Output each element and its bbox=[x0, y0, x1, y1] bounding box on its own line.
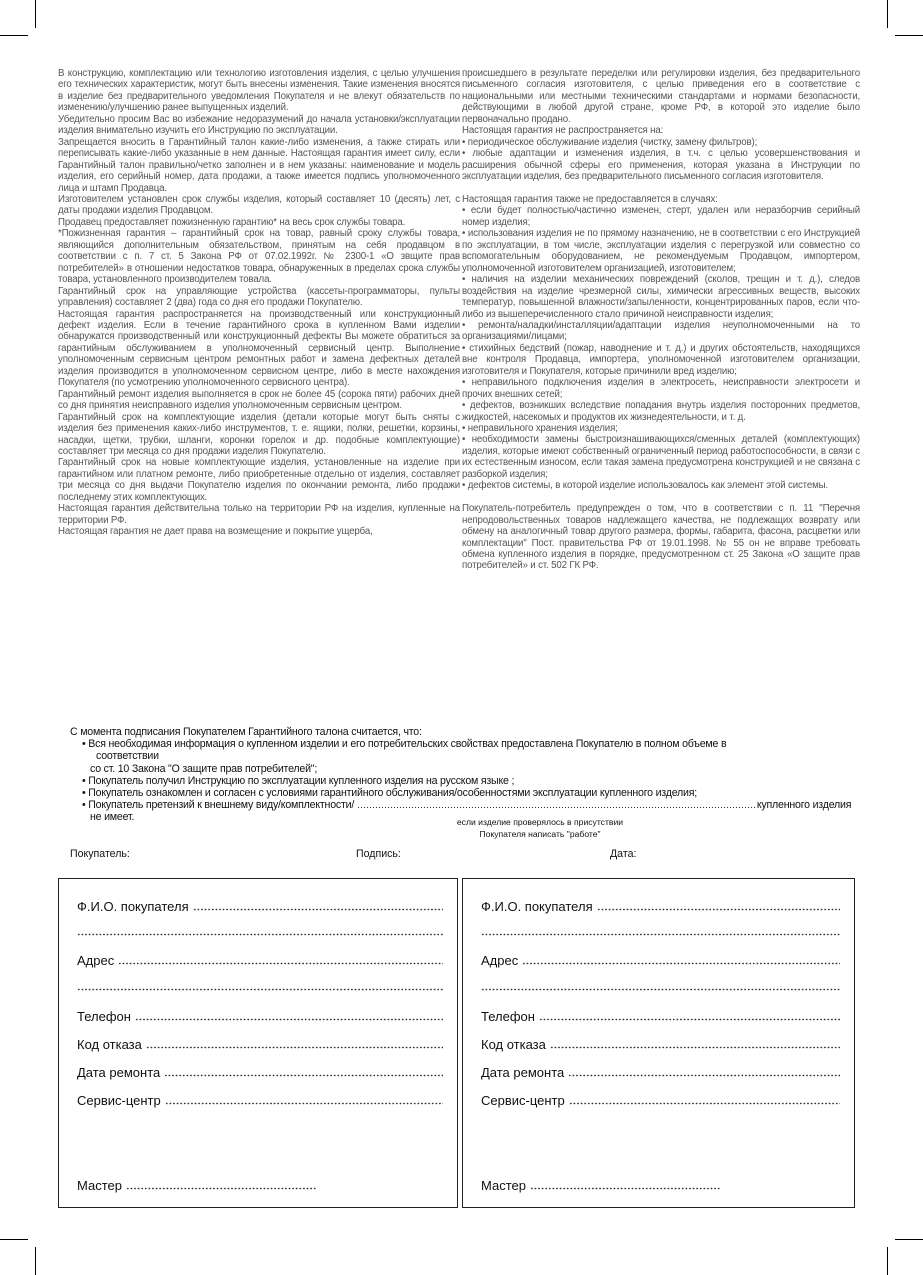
field-fault-code bbox=[77, 1037, 443, 1052]
fill-in-line[interactable] bbox=[550, 1039, 840, 1049]
paragraph: Гарантийный ремонт изделия выполняется в срок не более 45 (сорока пяти) рабочих дней со дня принятия неисправного изделия уполномоченным сервисным центром. bbox=[58, 388, 460, 412]
fill-in-line[interactable] bbox=[146, 1039, 443, 1049]
ack-item-text: купленного изделия bbox=[756, 799, 852, 812]
fill-in-line[interactable] bbox=[539, 1011, 840, 1021]
note-line: если изделие проверялось в присутствии bbox=[456, 817, 624, 827]
list-item: • наличия на изделии механических повреждений (сколов, трещин и т. д.), следов воздействия на изделие чрезмерной силы, химически агрессивных веществ, высоких температур, повышенной влажности/запыленности, концентрированных паров, если что-либо из вышеперечисленного стало причиной неисправности изделия; bbox=[462, 274, 860, 320]
crop-mark bbox=[35, 1247, 36, 1275]
crop-mark bbox=[887, 0, 888, 28]
note-line: Покупателя написать "работе" bbox=[479, 828, 601, 839]
fill-in-line[interactable] bbox=[77, 926, 443, 936]
field-continuation bbox=[481, 926, 840, 936]
list-item: • необходимости замены быстроизнашивающихся/сменных деталей (комплектующих) изделия, которые имеют собственный ограниченный период работоспособности, в связи с их естественным износом, если такая замена предусмотрена конструкцией и не связана с разборкой изделия; bbox=[462, 434, 860, 480]
fill-in-line[interactable] bbox=[164, 1067, 443, 1077]
section-title: Настоящая гарантия также не предоставляется в случаях: bbox=[462, 193, 718, 205]
list-item: • неправильного хранения изделия; bbox=[462, 423, 618, 435]
field-fault-code bbox=[481, 1037, 840, 1052]
fill-in-line[interactable] bbox=[569, 1095, 840, 1105]
field-service-center bbox=[481, 1093, 840, 1108]
fill-in-line[interactable] bbox=[193, 901, 443, 911]
list-item: • периодическое обслуживание изделия (чистку, замену фильтров); bbox=[462, 136, 758, 148]
fill-in-line[interactable] bbox=[522, 955, 840, 965]
ack-item-cont: соответствии bbox=[96, 750, 159, 763]
paragraph: Убедительно просим Вас во избежание недоразумений до начала установки/эксплуатации изделия внимательно изучить его Инструкцию по эксплуатации. bbox=[58, 113, 460, 137]
field-label: Ф.И.О. покупателя bbox=[77, 899, 189, 914]
field-address bbox=[481, 953, 840, 968]
field-service-center bbox=[77, 1093, 443, 1108]
crop-mark bbox=[887, 1247, 888, 1275]
field-label: Мастер bbox=[77, 1178, 122, 1193]
field-address bbox=[77, 953, 443, 968]
ack-item: • Покупатель ознакомлен и согласен с условиями гарантийного обслуживания/особенностями эксплуатации купленного изделия; bbox=[82, 787, 698, 800]
crop-mark bbox=[895, 1239, 923, 1240]
fill-in-line[interactable] bbox=[568, 1067, 840, 1077]
acknowledgement-section bbox=[70, 726, 860, 824]
field-continuation bbox=[77, 981, 443, 991]
ack-item bbox=[70, 799, 860, 811]
field-phone bbox=[77, 1009, 443, 1024]
list-item: • если будет полностью/частично изменен, стерт, удален или неразборчив серийный номер изделия; bbox=[462, 205, 860, 228]
field-label: Код отказа bbox=[481, 1037, 546, 1052]
ack-item-cont: со ст. 10 Закона "О защите прав потребителей"; bbox=[90, 762, 318, 775]
paragraph: Продавец предоставляет пожизненную гарантию* на весь срок службы товара. bbox=[58, 216, 406, 228]
ack-item: • Покупатель получил Инструкцию по эксплуатации купленного изделия на русском языке ; bbox=[82, 774, 515, 787]
field-master bbox=[481, 1178, 840, 1193]
fill-in-line[interactable] bbox=[530, 1180, 720, 1190]
repair-record-form-right bbox=[462, 878, 855, 1208]
field-label: Сервис-центр bbox=[481, 1093, 565, 1108]
paragraph: *Пожизненная гарантия – гарантийный срок на товар, равный сроку службы товара, являющийся дополнительным обязательством, принятым на себя продавцом в соответствии с п. 7 ст. 5 Закона РФ от 07.02.1992г. № 2300-1 «О звщите прав потребителей» в отношении недостатков товара, обнаруженных в пределах срока службы товара, установленного производителем товала. bbox=[58, 228, 460, 286]
field-label: Ф.И.О. покупателя bbox=[481, 899, 593, 914]
field-label: Сервис-центр bbox=[77, 1093, 161, 1108]
fill-in-line[interactable] bbox=[77, 981, 443, 991]
list-item: • дефектов, возникших вследствие попадания внутрь изделия посторонних предметов, жидкостей, насекомых и продуктов их жизнедеятельности, и т. д. bbox=[462, 400, 860, 423]
fill-in-line[interactable] bbox=[118, 955, 443, 965]
field-phone bbox=[481, 1009, 840, 1024]
field-label: Адрес bbox=[77, 953, 115, 968]
ack-item-cont: не имеет. bbox=[90, 811, 135, 824]
ack-footnote bbox=[420, 817, 660, 840]
fill-in-line[interactable] bbox=[165, 1095, 443, 1105]
paragraph: Настоящая гарантия не дает права на возмещение и покрытие ущерба, bbox=[58, 526, 373, 538]
list-item: • ремонта/наладки/инсталляции/адаптации изделия неуполномоченными на то организациями/лицами; bbox=[462, 319, 860, 343]
ack-title: С момента подписания Покупателем Гарантийного талона считается, что: bbox=[70, 726, 422, 738]
date-label: Дата: bbox=[610, 848, 637, 860]
field-master bbox=[77, 1178, 443, 1193]
field-repair-date bbox=[481, 1065, 840, 1080]
fill-in-line[interactable] bbox=[135, 1011, 443, 1021]
signature-label: Подпись: bbox=[356, 848, 401, 860]
crop-mark bbox=[0, 1239, 28, 1240]
fill-in-line[interactable] bbox=[481, 981, 840, 991]
section-title: Настоящая гарантия не распространяется на: bbox=[462, 125, 664, 137]
field-continuation bbox=[77, 926, 443, 936]
field-label: Телефон bbox=[481, 1009, 535, 1024]
paragraph: Гарантийный срок на управляющие устройства (кассеты-программаторы, пульты управления) составляет 2 (два) года со дня его продажи Покупателю. bbox=[58, 285, 460, 309]
fill-in-line[interactable] bbox=[357, 800, 757, 808]
fill-in-line[interactable] bbox=[597, 901, 840, 911]
ack-item: • Вся необходимая информация о купленном изделии и его потребительских свойствах предоставлена Покупателю в полном объеме в bbox=[82, 738, 727, 751]
exclusion-list bbox=[462, 205, 860, 491]
crop-mark bbox=[895, 35, 923, 36]
warranty-terms-left-column bbox=[58, 68, 460, 538]
paragraph: Гарантийный срок на новые комплектующие изделия, установленные на изделие при гарантийном или платном ремонте, либо приобретенные отдельно от изделия, составляет три месяца со дня выдачи Покупателю изделия по окончании ремонта, либо продажи последнему этих комплектующих. bbox=[58, 457, 460, 503]
field-label: Телефон bbox=[77, 1009, 131, 1024]
field-label: Адрес bbox=[481, 953, 519, 968]
list-item: • использования изделия не по прямому назначению, не в соответствии с его Инструкцией по эксплуатации, в том числе, эксплуатации изделия с перегрузкой или совместно со вспомогательным оборудованием, не рекомендуемым Продавцом, импортером, уполномоченной изготовителем организацией, изготовителем; bbox=[462, 228, 860, 274]
paragraph: происшедшего в результате переделки или регулировки изделия, без предварительного письменного согласия изготовителя, с целью приведения его в соответствие с национальными или местными техническими стандартами и нормами безопасности, действующими в любой другой стране, кроме РФ, в которой это изделие было первоначально продано. bbox=[462, 68, 860, 125]
field-label: Дата ремонта bbox=[481, 1065, 565, 1080]
crop-mark bbox=[0, 35, 28, 36]
warranty-terms-right-column bbox=[462, 68, 860, 572]
fill-in-line[interactable] bbox=[126, 1180, 316, 1190]
ack-item-text: • Покупатель претензий к внешнему виду/комплектности/ bbox=[82, 799, 355, 812]
field-label: Мастер bbox=[481, 1178, 526, 1193]
list-item: • любые адаптации и изменения изделия, в т.ч. с целью усовершенствования и расширения обычной сферы его применения, которая указана в Инструкции по эксплуатации изделия, без предварительного письменного согласия изготовителя. bbox=[462, 148, 860, 183]
field-name bbox=[77, 899, 443, 914]
field-label: Дата ремонта bbox=[77, 1065, 161, 1080]
buyer-label: Покупатель: bbox=[70, 848, 130, 860]
paragraph: Настоящая гарантия распространяется на производственный или конструкционный дефект изделия. Если в течение гарантийного срока в купленном Вами изделии обнаружатся производственный или конструкционный дефекты Вы можете обратиться за гарантийным обслуживанием в уполномоченный сервисный центр. Выполнение уполномоченным сервисным центром ремонтных работ и замена дефектных деталей изделия производится в уполномоченном сервисном центре, либо в месте нахождения Покупателя (по усмотрению уполномоченного сервисного центра). bbox=[58, 308, 460, 389]
consumer-note: Покупатель-потребитель предупрежден о том, что в соответствии с п. 11 "Перечня непродовольственных товаров надлежащего качества, не подлежащих возврату или обмену на аналогичный товар другого размера, формы, габарита, фасона, расцветки или комплектации" Пост. правительства РФ от 19.01.1998. № 55 он не вправе требовать обмена купленного изделия в порядке, предусмотренном ст. 25 Закона «О защите прав потребителей» и ст. 502 ГК РФ. bbox=[462, 503, 860, 572]
paragraph: Изготовителем установлен срок службы изделия, который составляет 10 (десять) лет, с даты продажи изделия Продавцом. bbox=[58, 193, 460, 217]
paragraph: В конструкцию, комплектацию или технологию изготовления изделия, с целью улучшения его технических характеристик, могут быть внесены изменения. Такие изменения вносятся в изделие без предварительного уведомления Покупателя и не влекут обязательств по изменению/улучшению ранее выпущенных изделий. bbox=[58, 68, 460, 114]
fill-in-line[interactable] bbox=[481, 926, 840, 936]
field-name bbox=[481, 899, 840, 914]
list-item: • стихийных бедствий (пожар, наводнение и т. д.) и других обстоятельств, находящихся вне контроля Продавца, импортера, уполномоченной изготовителем организации, изготовителя и Покупателя, которые причинили вред изделию; bbox=[462, 342, 860, 377]
paragraph: Гарантийный срок на комплектующие изделия (детали которые могут быть сняты с изделия без применения каких-либо инструментов, т. е. ящики, полки, решетки, корзины, насадки, щетки, трубки, шланги, коронки горелок и др. подобные комплектующие) составляет три месяца со дня продажи изделия Покупателю. bbox=[58, 411, 460, 457]
list-item: • неправильного подключения изделия в электросеть, неисправности электросети и прочих внешних сетей; bbox=[462, 377, 860, 400]
field-continuation bbox=[481, 981, 840, 991]
field-label: Код отказа bbox=[77, 1037, 142, 1052]
repair-record-form-left bbox=[58, 878, 458, 1208]
paragraph: Настоящая гарантия действительна только на территории РФ на изделия, купленные на территории РФ. bbox=[58, 503, 460, 526]
field-repair-date bbox=[77, 1065, 443, 1080]
crop-mark bbox=[35, 0, 36, 28]
list-item: • дефектов системы, в которой изделие использовалось как элемент этой системы. bbox=[462, 480, 828, 492]
paragraph: Запрещается вносить в Гарантийный талон какие-либо изменения, а также стирать или переписывать какие-либо указанные в нем данные. Настоящая гарантия имеет силу, если Гарантийный талон правильно/четко заполнен и в нем указаны: наименование и модель изделия, его серийный номер, дата продажи, а также имеется подпись уполномоченного лица и штамп Продавца. bbox=[58, 136, 460, 194]
